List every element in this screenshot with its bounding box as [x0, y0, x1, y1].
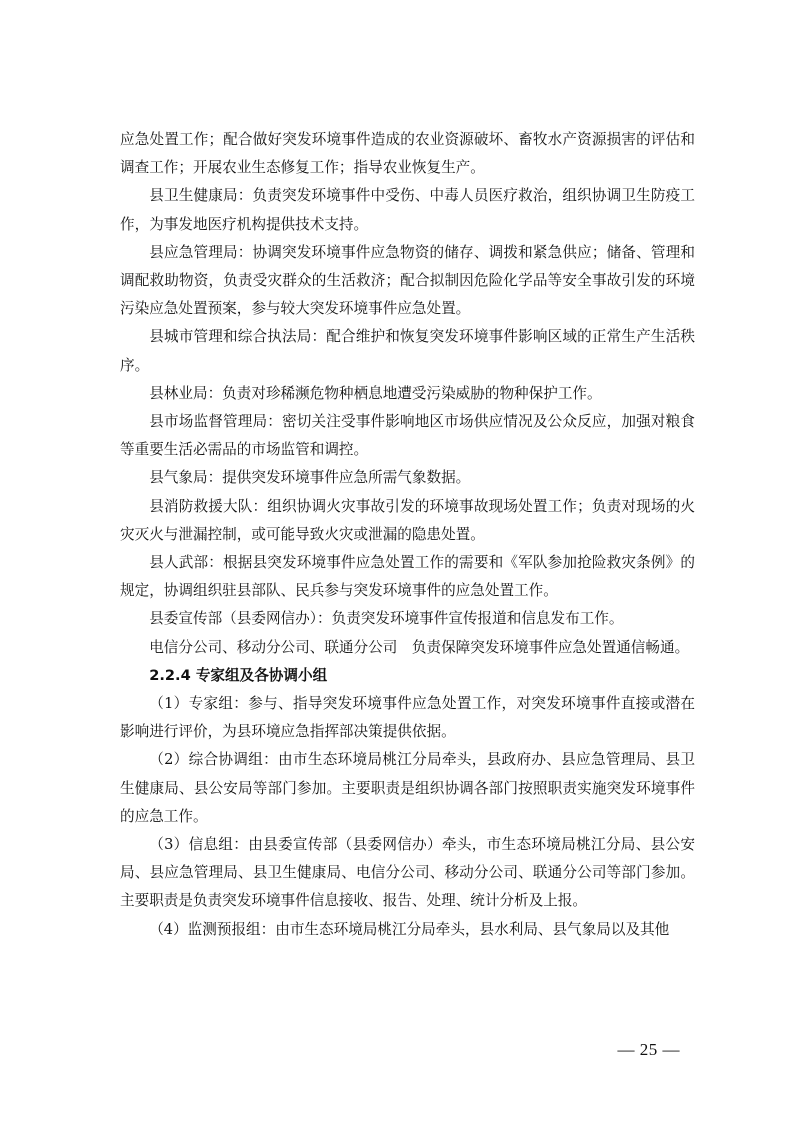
paragraph-market-supervision: 县市场监督管理局：密切关注受事件影响地区市场供应情况及公众反应，加强对粮食等重要生活必需品的市场监管和调控。 [120, 413, 695, 459]
page-number: — 25 — [617, 1040, 680, 1059]
document-body [120, 126, 695, 944]
paragraph-armed-forces: 县人武部：根据县突发环境事件应急处置工作的需要和《军队参加抢险救灾条例》的规定，协调组织驻县部队、民兵参与突发环境事件的应急处置工作。 [120, 554, 695, 600]
paragraph-meteorology-bureau: 县气象局：提供突发环境事件应急所需气象数据。 [149, 469, 471, 487]
paragraph-emergency-bureau: 县应急管理局：协调突发环境事件应急物资的储存、调拨和紧急供应；储备、管理和调配救助物资，负责受灾群众的生活救济；配合拟制因危险化学品等安全事故引发的环境污染应急处置预案，参与较大突发环境事件应急处置。 [120, 243, 695, 318]
paragraph-agriculture-continued: 应急处置工作；配合做好突发环境事件造成的农业资源破坏、畜牧水产资源损害的评估和调查工作；开展农业生态修复工作；指导农业恢复生产。 [120, 131, 695, 177]
paragraph-urban-management: 县城市管理和综合执法局：配合维护和恢复突发环境事件影响区域的正常生产生活秩序。 [120, 328, 695, 374]
paragraph-health-bureau: 县卫生健康局：负责突发环境事件中受伤、中毒人员医疗救治，组织协调卫生防疫工作，为事发地医疗机构提供技术支持。 [120, 187, 695, 233]
paragraph-coordination-group: （2）综合协调组：由市生态环境局桃江分局牵头，县政府办、县应急管理局、县卫生健康局、县公安局等部门参加。主要职责是组织协调各部门按照职责实施突发环境事件的应急工作。 [120, 751, 695, 825]
paragraph-publicity-dept: 县委宣传部（县委网信办）：负责突发环境事件宣传报道和信息发布工作。 [149, 610, 624, 628]
paragraph-fire-rescue: 县消防救援大队：组织协调火灾事故引发的环境事故现场处置工作；负责对现场的火灾灭火与泄漏控制，或可能导致火灾或泄漏的隐患处置。 [120, 497, 695, 543]
paragraph-telecom: 电信分公司、移动分公司、联通分公司 负责保障突发环境事件应急处置通信畅通。 [149, 638, 690, 656]
paragraph-information-group: （3）信息组：由县委宣传部（县委网信办）牵头，市生态环境局桃江分局、县公安局、县应急管理局、县卫生健康局、电信分公司、移动分公司、联通分公司等部门参加。主要职责是负责突发环境事件信息接收、报告、处理、统计分析及上报。 [120, 836, 695, 910]
paragraph-monitoring-group: （4）监测预报组：由市生态环境局桃江分局牵头，县水利局、县气象局以及其他 [149, 920, 670, 938]
paragraph-expert-group: （1）专家组：参与、指导突发环境事件应急处置工作，对突发环境事件直接或潜在影响进行评价，为县环境应急指挥部决策提供依据。 [120, 695, 695, 741]
section-heading: 2.2.4 专家组及各协调小组 [149, 666, 328, 684]
paragraph-forestry-bureau: 县林业局：负责对珍稀濒危物种栖息地遭受污染威胁的物种保护工作。 [149, 384, 602, 402]
